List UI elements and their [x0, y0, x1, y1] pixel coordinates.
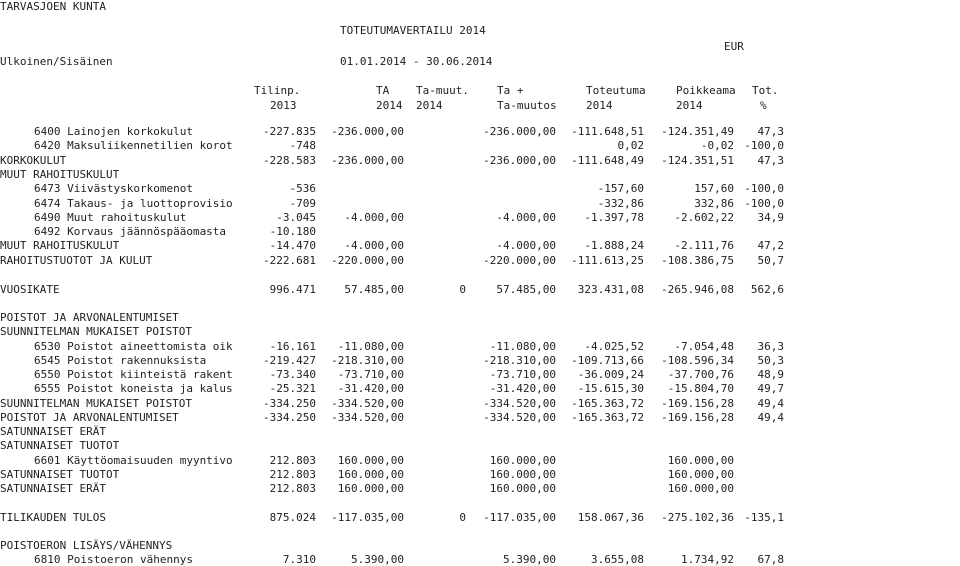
cell-ta-plus: -334.520,00: [483, 411, 556, 424]
col-tot-line1: Toteutuma: [586, 84, 646, 97]
cell-ta-plus: -218.310,00: [483, 354, 556, 367]
cell-ta: -236.000,00: [331, 125, 404, 138]
cell-ta-plus: -220.000,00: [483, 254, 556, 267]
cell-poikkeama: -124.351,49: [661, 125, 734, 138]
cell-ta: -4.000,00: [344, 239, 404, 252]
cell-tilinp: -227.835: [263, 125, 316, 138]
cell-ta: -220.000,00: [331, 254, 404, 267]
col-tot-line2: 2014: [586, 99, 613, 112]
cell-tot-pct: 562,6: [750, 283, 784, 296]
cell-ta-plus: 160.000,00: [489, 482, 556, 495]
cell-tilinp: -709: [289, 197, 316, 210]
row-label: KORKOKULUT: [0, 154, 67, 167]
cell-tot-pct: 47,3: [757, 125, 784, 138]
cell-poikkeama: -108.596,34: [661, 354, 734, 367]
cell-poikkeama: 160.000,00: [667, 454, 734, 467]
cell-tot-pct: -135,1: [744, 511, 784, 524]
cell-ta: -4.000,00: [344, 211, 404, 224]
cell-toteutuma: 158.067,36: [577, 511, 644, 524]
cell-tilinp: 212.803: [269, 454, 316, 467]
cell-ta: -218.310,00: [331, 354, 404, 367]
col-pct-line1: Tot.: [752, 84, 779, 97]
cell-ta-plus: -334.520,00: [483, 397, 556, 410]
cell-tilinp: -334.250: [263, 397, 316, 410]
cell-ta: -117.035,00: [331, 511, 404, 524]
col-muut-line2: 2014: [416, 99, 443, 112]
cell-tot-pct: 50,7: [757, 254, 784, 267]
org-name: TARVASJOEN KUNTA: [0, 0, 106, 13]
cell-tot-pct: -100,0: [744, 139, 784, 152]
cell-toteutuma: 323.431,08: [577, 283, 644, 296]
cell-tot-pct: 48,9: [757, 368, 784, 381]
cell-tot-pct: 50,3: [757, 354, 784, 367]
cell-tot-pct: 36,3: [757, 340, 784, 353]
cell-tilinp: -25.321: [269, 382, 316, 395]
currency-label: EUR: [724, 40, 744, 53]
cell-tilinp: -748: [289, 139, 316, 152]
cell-ta-plus: 5.390,00: [503, 553, 556, 566]
cell-tot-pct: 34,9: [757, 211, 784, 224]
cell-tilinp: -536: [289, 182, 316, 195]
row-label: SATUNNAISET TUOTOT: [0, 439, 120, 452]
row-label: 6420 Maksuliikennetilien korot: [34, 139, 233, 152]
row-label: SATUNNAISET ERÄT: [0, 425, 106, 438]
cell-poikkeama: -124.351,51: [661, 154, 734, 167]
col-tilinp-line1: Tilinp.: [254, 84, 301, 97]
cell-ta: -11.080,00: [337, 340, 404, 353]
cell-toteutuma: 3.655,08: [591, 553, 644, 566]
cell-poikkeama: -37.700,76: [667, 368, 734, 381]
cell-poikkeama: -2.111,76: [674, 239, 734, 252]
cell-toteutuma: -332,86: [597, 197, 644, 210]
cell-ta: 57.485,00: [344, 283, 404, 296]
cell-toteutuma: -109.713,66: [571, 354, 644, 367]
cell-poikkeama: 1.734,92: [681, 553, 734, 566]
cell-ta: -73.710,00: [337, 368, 404, 381]
col-taplus-line2: Ta-muutos: [497, 99, 557, 112]
cell-tot-pct: -100,0: [744, 197, 784, 210]
cell-tot-pct: 49,4: [757, 411, 784, 424]
row-label: 6601 Käyttöomaisuuden myyntivo: [34, 454, 233, 467]
cell-ta-plus: -117.035,00: [483, 511, 556, 524]
cell-ta-plus: 160.000,00: [489, 468, 556, 481]
cell-poikkeama: -275.102,36: [661, 511, 734, 524]
cell-toteutuma: -165.363,72: [571, 397, 644, 410]
cell-tilinp: -10.180: [269, 225, 316, 238]
cell-ta: -334.520,00: [331, 411, 404, 424]
cell-tilinp: 212.803: [269, 482, 316, 495]
cell-tot-pct: 49,4: [757, 397, 784, 410]
row-label: 6400 Lainojen korkokulut: [34, 125, 193, 138]
cell-ta-plus: -236.000,00: [483, 125, 556, 138]
row-label: 6490 Muut rahoituskulut: [34, 211, 187, 224]
row-label: 6473 Viivästyskorkomenot: [34, 182, 193, 195]
cell-toteutuma: -111.648,51: [571, 125, 644, 138]
cell-poikkeama: 332,86: [694, 197, 734, 210]
cell-ta-muut: 0: [459, 283, 466, 296]
cell-poikkeama: 157,60: [694, 182, 734, 195]
cell-poikkeama: 160.000,00: [667, 468, 734, 481]
row-label: 6530 Poistot aineettomista oik: [34, 340, 233, 353]
cell-toteutuma: -157,60: [597, 182, 644, 195]
col-muut-line1: Ta-muut.: [416, 84, 469, 97]
row-label: POISTOERON LISÄYS/VÄHENNYS: [0, 539, 173, 552]
cell-poikkeama: -0,02: [700, 139, 734, 152]
row-label: SATUNNAISET TUOTOT: [0, 468, 120, 481]
cell-poikkeama: -169.156,28: [661, 411, 734, 424]
row-label: TILIKAUDEN TULOS: [0, 511, 106, 524]
cell-ta-plus: 57.485,00: [496, 283, 556, 296]
cell-tot-pct: 49,7: [757, 382, 784, 395]
cell-ta: -236.000,00: [331, 154, 404, 167]
cell-toteutuma: -165.363,72: [571, 411, 644, 424]
col-poik-line2: 2014: [676, 99, 703, 112]
cell-ta-plus: -11.080,00: [489, 340, 556, 353]
cell-tilinp: -228.583: [263, 154, 316, 167]
cell-ta-plus: -4.000,00: [496, 239, 556, 252]
row-label: 6492 Korvaus jäännöspääomasta: [34, 225, 227, 238]
cell-ta-plus: -73.710,00: [489, 368, 556, 381]
row-label: VUOSIKATE: [0, 283, 60, 296]
row-label: SATUNNAISET ERÄT: [0, 482, 106, 495]
row-label: RAHOITUSTUOTOT JA KULUT: [0, 254, 153, 267]
cell-tilinp: -222.681: [263, 254, 316, 267]
cell-tilinp: -14.470: [269, 239, 316, 252]
cell-toteutuma: -111.648,49: [571, 154, 644, 167]
row-label: MUUT RAHOITUSKULUT: [0, 239, 120, 252]
cell-tot-pct: 47,3: [757, 154, 784, 167]
cell-tilinp: 212.803: [269, 468, 316, 481]
col-tilinp-line2: 2013: [270, 99, 297, 112]
cell-tilinp: 996.471: [269, 283, 316, 296]
cell-toteutuma: -36.009,24: [577, 368, 644, 381]
cell-poikkeama: -15.804,70: [667, 382, 734, 395]
cell-ta-muut: 0: [459, 511, 466, 524]
cell-tilinp: -3.045: [276, 211, 316, 224]
cell-ta-plus: 160.000,00: [489, 454, 556, 467]
cell-tilinp: -16.161: [269, 340, 316, 353]
cell-poikkeama: -265.946,08: [661, 283, 734, 296]
cell-tot-pct: 67,8: [757, 553, 784, 566]
cell-poikkeama: 160.000,00: [667, 482, 734, 495]
row-label: 6550 Poistot kiinteistä rakent: [34, 368, 233, 381]
cell-tilinp: 875.024: [269, 511, 316, 524]
cell-ta: 160.000,00: [337, 454, 404, 467]
cell-tilinp: -334.250: [263, 411, 316, 424]
row-label: POISTOT JA ARVONALENTUMISET: [0, 311, 179, 324]
cell-ta: 160.000,00: [337, 482, 404, 495]
cell-poikkeama: -108.386,75: [661, 254, 734, 267]
cell-toteutuma: -1.888,24: [584, 239, 644, 252]
row-label: POISTOT JA ARVONALENTUMISET: [0, 411, 179, 424]
col-poik-line1: Poikkeama: [676, 84, 736, 97]
cell-poikkeama: -169.156,28: [661, 397, 734, 410]
row-label: 6555 Poistot koneista ja kalus: [34, 382, 233, 395]
row-label: 6810 Poistoeron vähennys: [34, 553, 193, 566]
col-ta-line2: 2014: [376, 99, 403, 112]
scope-label: Ulkoinen/Sisäinen: [0, 55, 113, 68]
cell-tot-pct: 47,2: [757, 239, 784, 252]
col-pct-line2: %: [760, 99, 767, 112]
cell-tilinp: -219.427: [263, 354, 316, 367]
cell-ta: -31.420,00: [337, 382, 404, 395]
cell-ta-plus: -4.000,00: [496, 211, 556, 224]
cell-ta: 160.000,00: [337, 468, 404, 481]
cell-poikkeama: -2.602,22: [674, 211, 734, 224]
cell-toteutuma: -15.615,30: [577, 382, 644, 395]
cell-tilinp: -73.340: [269, 368, 316, 381]
cell-ta-plus: -31.420,00: [489, 382, 556, 395]
report-title: TOTEUTUMAVERTAILU 2014: [340, 24, 486, 37]
cell-tilinp: 7.310: [282, 553, 316, 566]
period-label: 01.01.2014 - 30.06.2014: [340, 55, 493, 68]
cell-toteutuma: -1.397,78: [584, 211, 644, 224]
col-ta-line1: TA: [376, 84, 390, 97]
cell-toteutuma: -4.025,52: [584, 340, 644, 353]
cell-poikkeama: -7.054,48: [674, 340, 734, 353]
cell-toteutuma: 0,02: [617, 139, 644, 152]
row-label: 6545 Poistot rakennuksista: [34, 354, 207, 367]
cell-tot-pct: -100,0: [744, 182, 784, 195]
col-taplus-line1: Ta +: [497, 84, 524, 97]
row-label: SUUNNITELMAN MUKAISET POISTOT: [0, 397, 193, 410]
cell-ta: -334.520,00: [331, 397, 404, 410]
row-label: 6474 Takaus- ja luottoprovisio: [34, 197, 233, 210]
cell-ta: 5.390,00: [351, 553, 404, 566]
cell-toteutuma: -111.613,25: [571, 254, 644, 267]
row-label: MUUT RAHOITUSKULUT: [0, 168, 120, 181]
row-label: SUUNNITELMAN MUKAISET POISTOT: [0, 325, 193, 338]
cell-ta-plus: -236.000,00: [483, 154, 556, 167]
